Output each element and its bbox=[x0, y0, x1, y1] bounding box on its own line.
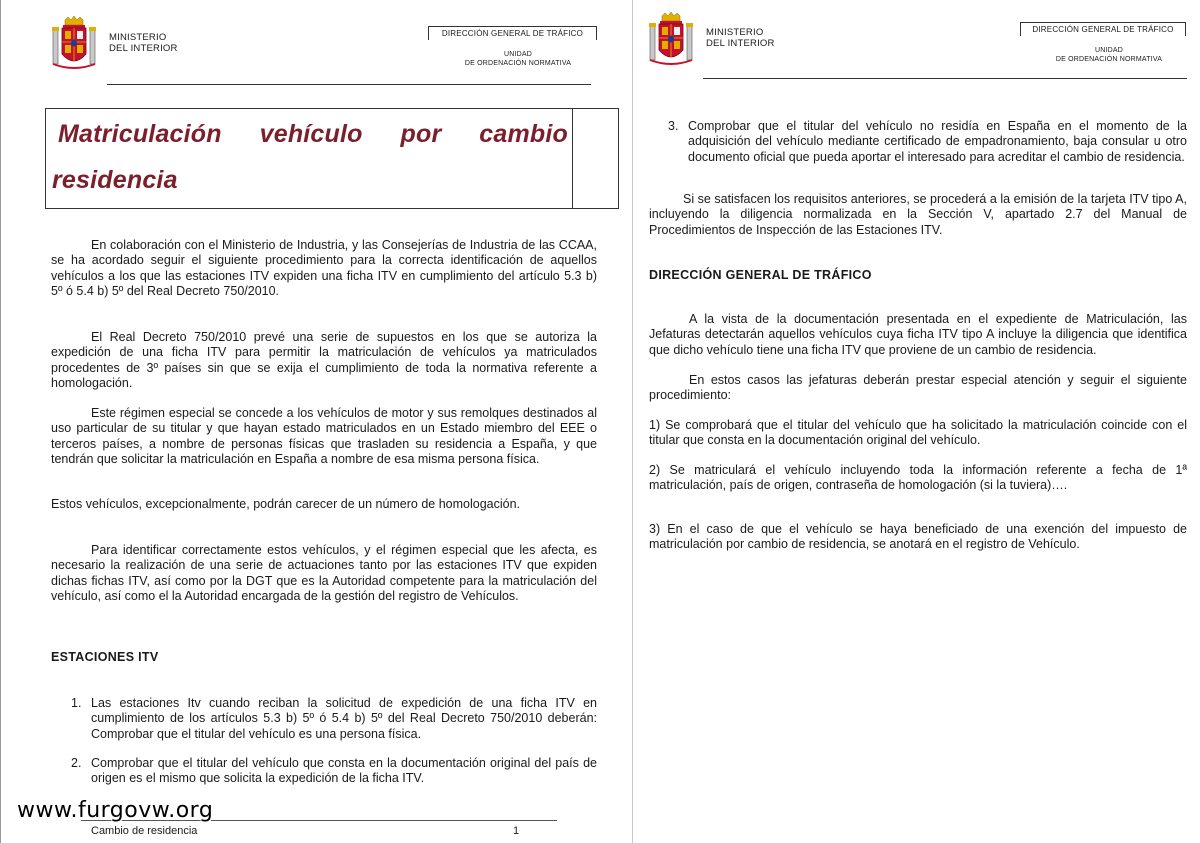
procedure-step: 2) Se matriculará el vehículo incluyendo toda la información referente a fecha de 1ª matriculación, país de origen, contraseña de homologación (si la tuviera)…. bbox=[649, 463, 1187, 493]
paragraph-collaboration: En colaboración con el Ministerio de Industria, y las Consejerías de Industria de las CCAA, se ha acordado seguir el siguiente procedimiento para la correcta identificación de aquellos vehículos a los que las estaciones ITV expiden una ficha ITV en cumplimiento del artículo 5.3 b) 5º ó 5.4 b) 5º del Real Decreto 750/2010. bbox=[51, 238, 597, 298]
list-item-text: Comprobar que el titular del vehículo no residía en España en el momento de la adquisición del vehículo mediante certificado de empadronamiento, baja consular u otro documento oficial que pueda aportar el interesado para acreditar el cambio de residencia. bbox=[688, 119, 1187, 164]
ministry-line-2: DEL INTERIOR bbox=[109, 43, 178, 54]
title-word: Matriculación bbox=[58, 120, 222, 148]
paragraph-procedure: En estos casos las jefaturas deberán prestar especial atención y seguir el siguiente procedimiento: bbox=[649, 373, 1187, 403]
paragraph-identification: Para identificar correctamente estos vehículos, y el régimen especial que les afecta, es necesario la realización de una serie de actuaciones tanto por las estaciones ITV que expiden dichas fichas ITV, así como por la DGT que es la Autoridad competente para la matriculación del vehículo, así como el la Autoridad encargada de la gestión del registro de Vehículos. bbox=[51, 543, 597, 603]
document-title bbox=[58, 120, 568, 149]
title-word: por bbox=[400, 120, 442, 148]
unit-line-1: UNIDAD bbox=[503, 51, 533, 58]
title-word: vehículo bbox=[259, 120, 363, 148]
unit-line-2: DE ORDENACIÓN NORMATIVA bbox=[1055, 56, 1163, 63]
procedure-step: 1) Se comprobará que el titular del vehículo que ha solicitado la matriculación coincide con el titular que consta en la documentación original del vehículo. bbox=[649, 418, 1187, 448]
list-item bbox=[71, 756, 597, 787]
paragraph-real-decreto: El Real Decreto 750/2010 prevé una serie de supuestos en los que se autoriza la expedición de una ficha ITV para permitir la matriculación de vehículos ya matriculados procedentes de 3º países sin que se exija el cumplimiento de toda la normativa referente a homologación. bbox=[51, 330, 597, 390]
document-page-2 bbox=[632, 0, 1200, 843]
unit-label bbox=[1019, 46, 1199, 64]
unit-label bbox=[428, 50, 608, 68]
document-title-line-1 bbox=[58, 120, 568, 149]
unit-line-2: DE ORDENACIÓN NORMATIVA bbox=[464, 60, 572, 67]
title-box-divider bbox=[572, 109, 573, 208]
paragraph-itv-issue: Si se satisfacen los requisitos anteriores, se procederá a la emisión de la tarjeta ITV tipo A, incluyendo la diligencia normalizada en la Sección V, apartado 2.7 del Manual de Procedimientos de Inspección de las Estaciones ITV. bbox=[649, 192, 1187, 237]
paragraph-special-regime: Este régimen especial se concede a los vehículos de motor y sus remolques destinados al uso particular de su titular y que hayan estado matriculados en un Estado miembro del EEE o terceros países, a nombre de personas físicas que trasladen su residencia a España, y que tendrán que solicitar la matriculación en España a nombre de esa misma persona física. bbox=[51, 406, 597, 466]
spain-coat-of-arms-icon bbox=[648, 12, 694, 68]
list-item-number: 3. bbox=[668, 119, 679, 133]
list-item-text: Las estaciones Itv cuando reciban la solicitud de expedición de una ficha ITV en cumplimiento de los artículos 5.3 b) 5º ó 5.4 b) 5º del Real Decreto 750/2010 deberán: Comprobar que el titular del vehículo es una persona física. bbox=[91, 696, 597, 741]
list-item-text: Comprobar que el titular del vehículo que consta en la documentación original del país de origen es el mismo que solicita la expedición de la ficha ITV. bbox=[91, 756, 597, 786]
ministry-name bbox=[109, 32, 178, 54]
ministry-line-2: DEL INTERIOR bbox=[706, 38, 775, 49]
section-heading-dgt: DIRECCIÓN GENERAL DE TRÁFICO bbox=[649, 268, 872, 282]
document-title-line-2: residencia bbox=[52, 166, 178, 194]
paragraph-documentation: A la vista de la documentación presentada en el expediente de Matriculación, las Jefaturas detectarán aquellos vehículos cuya ficha ITV tipo A incluye la diligencia que identifica que dicho vehículo tiene una ficha ITV que proviene de un cambio de residencia. bbox=[649, 312, 1187, 357]
title-word: cambio bbox=[479, 120, 568, 148]
directorate-box: DIRECCIÓN GENERAL DE TRÁFICO bbox=[1020, 22, 1186, 36]
header-rule bbox=[107, 84, 591, 85]
spain-coat-of-arms-icon bbox=[51, 16, 97, 72]
paragraph-homologation: Estos vehículos, excepcionalmente, podrán carecer de un número de homologación. bbox=[51, 497, 521, 511]
ministry-name bbox=[706, 27, 775, 49]
ministry-line-1: MINISTERIO bbox=[109, 32, 167, 43]
list-item-number: 2. bbox=[71, 756, 82, 770]
ministry-line-1: MINISTERIO bbox=[706, 27, 764, 38]
header-rule bbox=[703, 78, 1187, 79]
footer-label: Cambio de residencia bbox=[91, 825, 198, 837]
directorate-box: DIRECCIÓN GENERAL DE TRÁFICO bbox=[428, 26, 597, 40]
section-heading-estaciones-itv: ESTACIONES ITV bbox=[51, 650, 159, 664]
procedure-step: 3) En el caso de que el vehículo se haya beneficiado de una exención del impuesto de matriculación por cambio de residencia, se anotará en el registro de Vehículo. bbox=[649, 522, 1187, 552]
list-item-number: 1. bbox=[71, 696, 82, 710]
list-item bbox=[668, 119, 1187, 165]
page-number: 1 bbox=[513, 825, 520, 837]
unit-line-1: UNIDAD bbox=[1094, 47, 1124, 54]
watermark: www.furgovw.org bbox=[17, 798, 214, 823]
list-item bbox=[71, 696, 597, 742]
